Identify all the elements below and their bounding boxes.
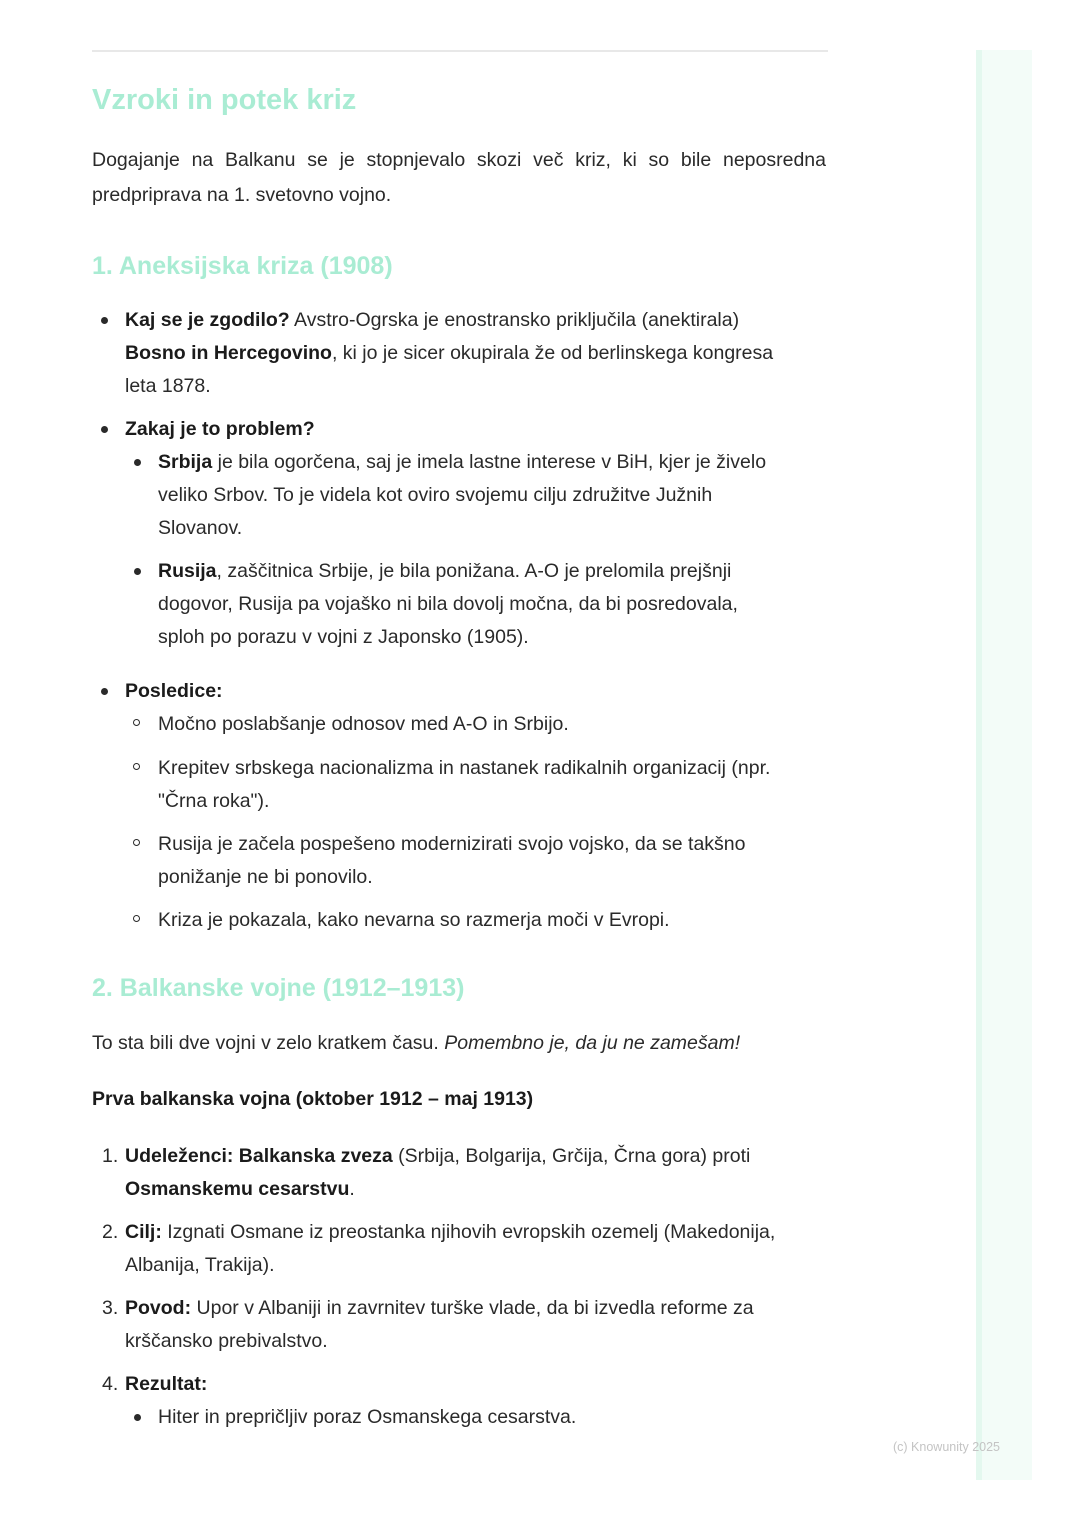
- consequence-item-line: ponižanje ne bi ponovilo.: [158, 866, 373, 888]
- consequence-item: Krepitev srbskega nacionalizma in nastanek radikalnih organizacij (npr.: [158, 757, 771, 779]
- consequence-item-line: "Črna roka").: [158, 790, 270, 812]
- sub-item-line: dogovor, Rusija pa vojaško ni bila dovolj močna, da bi posredovala,: [158, 593, 738, 615]
- item-text: Upor v Albaniji in zavrnitev turške vlade, da bi izvedla reforme za: [191, 1297, 754, 1319]
- numbered-item-goal: [125, 1216, 775, 1249]
- section-heading-aneksijska: 1. Aneksijska kriza (1908): [92, 252, 393, 280]
- bullet-dot: [101, 426, 108, 433]
- circle-bullet: [133, 839, 140, 846]
- intro-paragraph: Dogajanje na Balkanu se je stopnjevalo skozi več kriz, ki so bile neposredna predpriprava na 1. svetovno vojno.: [92, 149, 826, 206]
- side-margin-edge: [976, 50, 982, 1480]
- sub-item-line: sploh po porazu v vojni z Japonsko (1905).: [158, 626, 529, 648]
- numbered-item-participants: [125, 1140, 750, 1173]
- bullet-dot: [134, 568, 141, 575]
- sub-item-line: Slovanov.: [158, 517, 243, 539]
- top-divider: [92, 50, 828, 52]
- sub-item-rusija: [158, 555, 731, 588]
- list-number: 2.: [102, 1221, 119, 1243]
- item-label: Zakaj je to problem?: [125, 418, 315, 440]
- consequence-item: Kriza je pokazala, kako nevarna so razmerja moči v Evropi.: [158, 909, 670, 931]
- bold-term: Rusija: [158, 560, 217, 582]
- item-text: , zaščitnica Srbije, je bila ponižana. A-O je prelomila prejšnji: [216, 560, 732, 582]
- numbered-item-line: [125, 1173, 355, 1206]
- numbered-item-cause: [125, 1292, 754, 1325]
- bold-term: Bosno in Hercegovino: [125, 342, 332, 364]
- bullet-dot: [134, 459, 141, 466]
- list-item-line: [125, 337, 773, 370]
- intro-italic-note: Pomembno je, da ju ne zamešam!: [444, 1032, 741, 1054]
- side-margin-strip: [976, 50, 1032, 1480]
- numbered-item-line: krščansko prebivalstvo.: [125, 1330, 328, 1352]
- list-number: 4.: [102, 1373, 119, 1395]
- circle-bullet: [133, 915, 140, 922]
- list-item-consequences: [125, 675, 223, 708]
- numbered-item-result: [125, 1368, 207, 1401]
- bold-term: Srbija: [158, 451, 213, 473]
- circle-bullet: [133, 763, 140, 770]
- item-text: Izgnati Osmane iz preostanka njihovih evropskih ozemelj (Makedonija,: [161, 1221, 776, 1243]
- item-text: (Srbija, Bolgarija, Grčija, Črna gora) proti: [392, 1145, 751, 1167]
- circle-bullet: [133, 719, 140, 726]
- list-item-line: leta 1878.: [125, 375, 211, 397]
- result-sub-item: Hiter in prepričljiv poraz Osmanskega cesarstva.: [158, 1406, 577, 1428]
- section-heading-balkanske-vojne: 2. Balkanske vojne (1912–1913): [92, 974, 465, 1002]
- item-text: .: [349, 1178, 355, 1200]
- consequence-item: Močno poslabšanje odnosov med A-O in Srbijo.: [158, 713, 569, 735]
- numbered-item-line: Albanija, Trakija).: [125, 1254, 275, 1276]
- section2-intro: [92, 1027, 740, 1060]
- bold-term: Osmanskemu cesarstvu: [125, 1178, 350, 1200]
- copyright-footer: (c) Knowunity 2025: [893, 1440, 1001, 1454]
- subheading-first-balkan-war: Prva balkanska vojna (oktober 1912 – maj 1913): [92, 1088, 534, 1110]
- sub-item-srbija: [158, 446, 766, 479]
- bullet-dot: [134, 1414, 141, 1421]
- bullet-dot: [101, 317, 108, 324]
- item-label: Posledice:: [125, 680, 223, 702]
- bullet-dot: [101, 688, 108, 695]
- item-label: Rezultat:: [125, 1373, 208, 1395]
- item-label: Udeleženci:: [125, 1145, 234, 1167]
- sub-item-line: veliko Srbov. To je videla kot oviro svojemu cilju združitve Južnih: [158, 484, 713, 506]
- item-label: Povod:: [125, 1297, 192, 1319]
- list-item-why-problem: [125, 413, 315, 446]
- list-number: 1.: [102, 1145, 119, 1167]
- page-title: Vzroki in potek kriz: [92, 84, 357, 116]
- list-item-what-happened: [125, 304, 739, 337]
- item-label: Cilj:: [125, 1221, 162, 1243]
- consequence-item: Rusija je začela pospešeno modernizirati svojo vojsko, da se takšno: [158, 833, 746, 855]
- item-label: Kaj se je zgodilo?: [125, 309, 290, 331]
- item-text: , ki jo je sicer okupirala že od berlinskega kongresa: [331, 342, 774, 364]
- list-number: 3.: [102, 1297, 119, 1319]
- bold-term: Balkanska zveza: [238, 1145, 393, 1167]
- intro-text: To sta bili dve vojni v zelo kratkem času.: [92, 1032, 445, 1054]
- item-text: Avstro-Ogrska je enostransko priključila (anektirala): [289, 309, 740, 331]
- item-text: je bila ogorčena, saj je imela lastne interese v BiH, kjer je živelo: [212, 451, 767, 473]
